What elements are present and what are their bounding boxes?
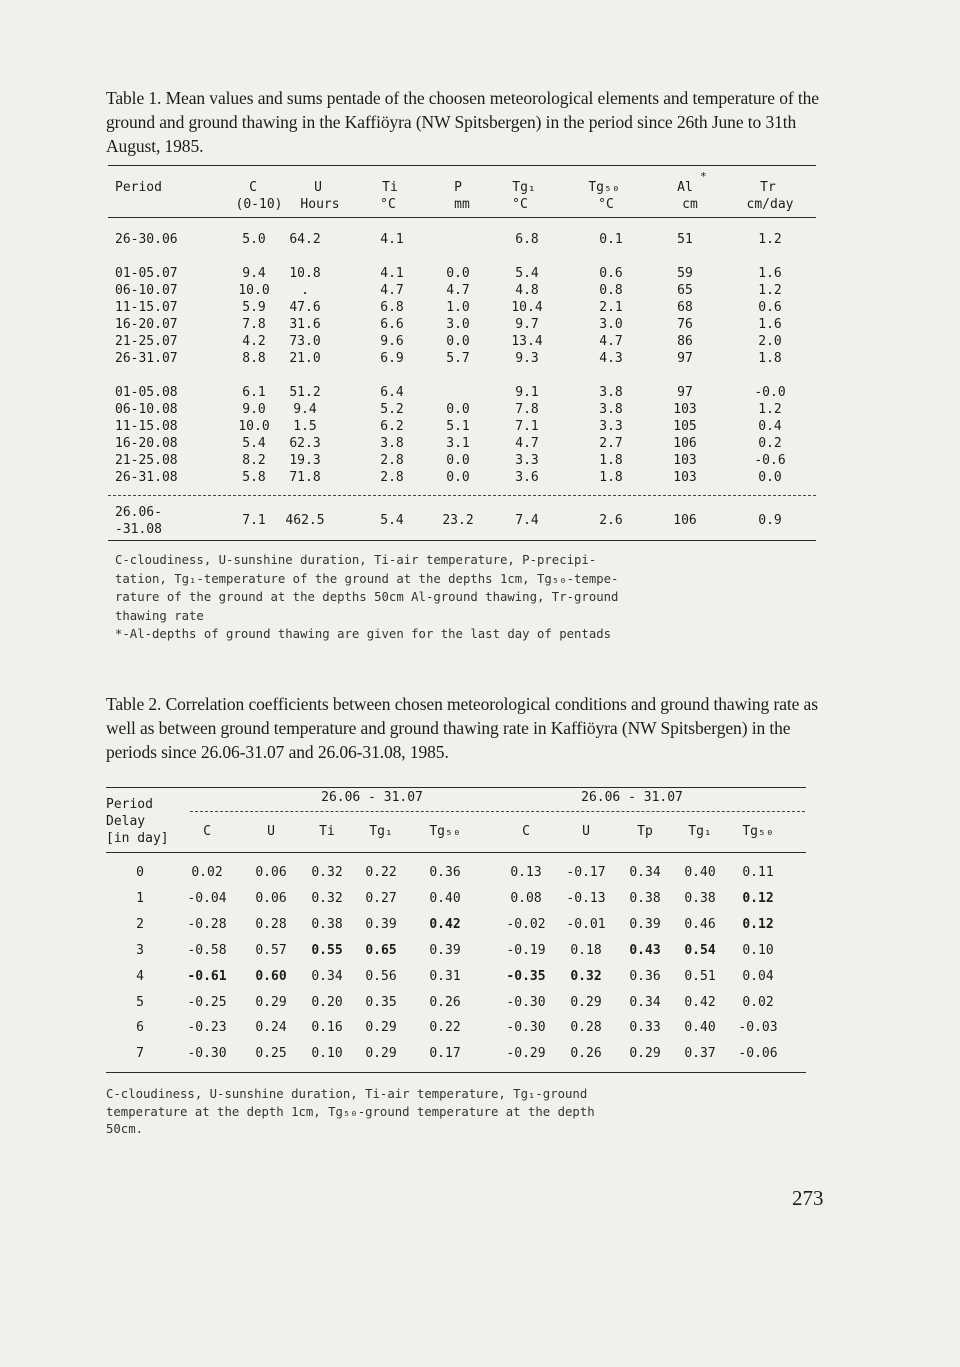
table2-value-cell: 0.43 [629,943,661,958]
table2-value-cell: 0.28 [255,917,287,932]
table2-caption: Table 2. Correlation coefficients between chosen meteorological conditions and ground thawing rate as well as between ground temperature and ground thawing rate in Kaffiöyra (NW Spitsbergen) in the periods since 26.06-31.07 and 26.06-31.08, 1985. [106,694,818,762]
table1-total-period-b: -31.08 [115,522,162,537]
table2-col-header: Tg₅₀ [429,824,461,839]
table2-value-cell: 0.16 [311,1020,343,1035]
table1-value-cell: 4.3 [599,351,623,366]
table1-note-line: *-Al-depths of ground thawing are given for the last day of pentads [115,627,612,641]
table2-value-cell: 0.34 [629,995,661,1010]
table2-value-cell: 0.12 [742,891,774,906]
table2-value-cell: 0.38 [629,891,661,906]
table1-value-cell: 3.0 [446,317,470,332]
table2-value-cell: 0.10 [742,943,774,958]
table2-value-cell: 0.06 [255,865,287,880]
table1-value-cell: 64.2 [289,232,321,247]
table1-value-cell: 2.0 [758,334,782,349]
table2-period-dash [190,811,805,812]
table1-value-cell: 103 [673,470,697,485]
table1-value-cell: 3.3 [599,419,623,434]
table1-value-cell: 5.8 [242,470,266,485]
table2-value-cell: 0.32 [570,969,602,984]
table1-value-cell: 76 [677,317,693,332]
table2-value-cell: 0.51 [684,969,716,984]
table1-u-header: U [314,180,322,195]
table1-value-cell: 10.0 [238,419,270,434]
table2-note-line: C-cloudiness, U-sunshine duration, Ti-air temperature, Tg₁-ground [106,1087,588,1101]
table1-value-cell: 3.1 [446,436,470,451]
table1-value-cell: 21.0 [289,351,321,366]
table1-value-cell: 0.8 [599,283,623,298]
table1-bottom-rule [108,540,816,541]
table1-total-cell: 106 [673,513,697,528]
table2-value-cell: 0.57 [255,943,287,958]
table2-value-cell: -0.17 [566,865,606,880]
table2-delay-cell: 6 [136,1020,144,1035]
table1-c-unit: (0-10) [235,197,283,212]
table2-value-cell: -0.03 [738,1020,778,1035]
table2-value-cell: 0.13 [510,865,542,880]
table2-col-header: U [582,824,590,839]
table2-delay-cell: 5 [136,995,144,1010]
table1-value-cell: 2.7 [599,436,623,451]
table1-value-cell: 10.4 [511,300,543,315]
table1-period-cell: 06-10.07 [115,283,178,298]
table2-value-cell: -0.04 [187,891,227,906]
table1-note-line: rature of the ground at the depths 50cm Al-ground thawing, Tr-ground [115,590,619,604]
table1-period-cell: 26-31.08 [115,470,178,485]
table1-value-cell: 1.2 [758,402,782,417]
table2-value-cell: 0.37 [684,1046,716,1061]
table1-value-cell: 9.7 [515,317,539,332]
table2-value-cell: 0.10 [311,1046,343,1061]
table1-value-cell: 9.6 [380,334,404,349]
table1-value-cell: 86 [677,334,693,349]
table1-value-cell: 19.3 [289,453,321,468]
table1-caption: Table 1. Mean values and sums pentade of the choosen meteorological elements and temperature of the ground and ground thawing in the Kaffiöyra (NW Spitsbergen) in the period since 26th June to 31th August, 1985. [106,88,819,156]
table1-ti-header: Ti [382,180,398,195]
table1-value-cell: 68 [677,300,693,315]
table1-value-cell: 62.3 [289,436,321,451]
table1-value-cell: 7.8 [515,402,539,417]
table2-value-cell: 0.29 [255,995,287,1010]
table1-value-cell: 7.1 [515,419,539,434]
table2-col-header: Ti [319,824,335,839]
table1-period-cell: 21-25.08 [115,453,178,468]
table1-value-cell: 105 [673,419,697,434]
table2-value-cell: -0.30 [506,995,546,1010]
table2-value-cell: -0.29 [506,1046,546,1061]
table1-value-cell: 97 [677,351,693,366]
table1-value-cell: 0.0 [758,470,782,485]
table1-value-cell: 3.8 [380,436,404,451]
table2-delay-cell: 4 [136,969,144,984]
table2-range1-header: 26.06 - 31.07 [321,790,423,805]
table2-value-cell: 0.56 [365,969,397,984]
table2-value-cell: 0.04 [742,969,774,984]
table1-value-cell: 6.6 [380,317,404,332]
table2-value-cell: 0.42 [429,917,461,932]
table2-col-header: Tg₁ [369,824,393,839]
table1-value-cell: 103 [673,402,697,417]
table1-value-cell: -0.6 [754,453,786,468]
table2-value-cell: 0.22 [429,1020,461,1035]
table1-value-cell: 0.6 [599,266,623,281]
table1-value-cell: 0.4 [758,419,782,434]
table2-value-cell: 0.26 [429,995,461,1010]
table2-value-cell: -0.30 [506,1020,546,1035]
table2-value-cell: 0.35 [365,995,397,1010]
table2-value-cell: 0.27 [365,891,397,906]
table2-bottom-rule [106,1072,806,1073]
table1-total-cell: 7.4 [515,513,539,528]
table1-value-cell: 3.8 [599,402,623,417]
table2-value-cell: 0.20 [311,995,343,1010]
table1-al-header: Al [677,180,693,195]
table1-value-cell: 6.4 [380,385,404,400]
table2-value-cell: 0.39 [365,917,397,932]
table2-header-rule [106,852,806,853]
table2-value-cell: 0.65 [365,943,397,958]
table1-value-cell: 103 [673,453,697,468]
table1-total-cell: 23.2 [442,513,474,528]
table2-value-cell: 0.17 [429,1046,461,1061]
table1-value-cell: 0.0 [446,470,470,485]
table1-value-cell: 1.6 [758,317,782,332]
table1-value-cell: 59 [677,266,693,281]
table2-value-cell: 0.32 [311,865,343,880]
table1-period-cell: 01-05.08 [115,385,178,400]
table1-value-cell: 1.8 [758,351,782,366]
table2-value-cell: 0.42 [684,995,716,1010]
table1-p-unit: mm [454,197,470,212]
table2-value-cell: -0.58 [187,943,227,958]
table1-value-cell: 3.6 [515,470,539,485]
table2-value-cell: 0.34 [311,969,343,984]
table1-value-cell: 0.0 [446,266,470,281]
table1-period-cell: 06-10.08 [115,402,178,417]
table1-total-period-a: 26.06- [115,505,162,520]
table2-value-cell: 0.28 [570,1020,602,1035]
table1-value-cell: 1.5 [293,419,317,434]
table1-tg1-unit: °C [512,197,528,212]
table1-total-cell: 462.5 [285,513,325,528]
table1-total-cell: 5.4 [380,513,404,528]
table1-value-cell: 71.8 [289,470,321,485]
table2-value-cell: -0.30 [187,1046,227,1061]
table2-delay-cell: 1 [136,891,144,906]
table2-value-cell: 0.02 [191,865,223,880]
table1-u-unit: Hours [300,197,340,212]
table2-value-cell: 0.29 [570,995,602,1010]
table2-range2-header: 26.06 - 31.07 [581,790,683,805]
table1-value-cell: 10.0 [238,283,270,298]
table1-value-cell: 6.2 [380,419,404,434]
table1-value-cell: 4.8 [515,283,539,298]
table1-value-cell: 10.8 [289,266,321,281]
table1-value-cell: 4.1 [380,232,404,247]
table1-period-cell: 11-15.07 [115,300,178,315]
table1-value-cell: 1.8 [599,470,623,485]
table1-value-cell: 6.8 [380,300,404,315]
table2-value-cell: 0.25 [255,1046,287,1061]
table1-value-cell: 5.1 [446,419,470,434]
table1-value-cell: 5.7 [446,351,470,366]
table1-value-cell: 1.2 [758,232,782,247]
table1-header-rule [108,217,816,218]
table1-period-cell: 16-20.07 [115,317,178,332]
table1-total-cell: 0.9 [758,513,782,528]
table1-value-cell: 3.8 [599,385,623,400]
table2-value-cell: 0.36 [629,969,661,984]
table2-value-cell: 0.40 [684,865,716,880]
table1-tr-header: Tr [760,180,776,195]
table1-value-cell: 9.1 [515,385,539,400]
table2-note-line: 50cm. [106,1122,144,1136]
table1-ti-unit: °C [380,197,396,212]
table1-value-cell: 4.7 [515,436,539,451]
table1-note-line: tation, Tg₁-temperature of the ground at the depths 1cm, Tg₅₀-tempe- [115,571,619,586]
table2-value-cell: 0.31 [429,969,461,984]
table1-value-cell: 4.7 [380,283,404,298]
table1-value-cell: 0.0 [446,334,470,349]
table1-value-cell: 7.8 [242,317,266,332]
table1-value-cell: 0.1 [599,232,623,247]
table2-value-cell: -0.19 [506,943,546,958]
table1-value-cell: 2.8 [380,453,404,468]
table2-value-cell: 0.02 [742,995,774,1010]
table2-value-cell: 0.46 [684,917,716,932]
table2-col-header: Tp [637,824,653,839]
table1-value-cell: 6.9 [380,351,404,366]
table1-value-cell: 4.7 [599,334,623,349]
table1-value-cell: 97 [677,385,693,400]
table2-value-cell: 0.54 [684,943,716,958]
table1-value-cell: 4.7 [446,283,470,298]
table1-value-cell: 4.2 [242,334,266,349]
page-number: 273 [792,1186,824,1210]
table2-value-cell: 0.40 [429,891,461,906]
table1-value-cell: 6.1 [242,385,266,400]
table1-value-cell: 51.2 [289,385,321,400]
table2-value-cell: 0.36 [429,865,461,880]
table1-value-cell: 2.8 [380,470,404,485]
table1-tg50-unit: °C [598,197,614,212]
table2-delay-cell: 7 [136,1046,144,1061]
table1-value-cell: 9.0 [242,402,266,417]
table1-period-cell: 26-31.07 [115,351,178,366]
table2-value-cell: 0.18 [570,943,602,958]
table2-value-cell: -0.23 [187,1020,227,1035]
table1-value-cell: 5.2 [380,402,404,417]
table1-p-header: P [454,180,462,195]
table2-value-cell: 0.12 [742,917,774,932]
table2-value-cell: 0.33 [629,1020,661,1035]
table2-value-cell: 0.38 [684,891,716,906]
table1-value-cell: 1.8 [599,453,623,468]
table2-delay-cell: 3 [136,943,144,958]
table2-value-cell: -0.61 [187,969,227,984]
table1-period-cell: 11-15.08 [115,419,178,434]
table1-value-cell: 9.4 [293,402,317,417]
table1-value-cell: 9.4 [242,266,266,281]
table2-value-cell: 0.34 [629,865,661,880]
table2-delay-header: Delay [106,814,146,829]
table2-col-header: U [267,824,275,839]
table1-value-cell: 1.6 [758,266,782,281]
table2-delay-unit: [in day] [106,831,169,846]
table1-value-cell: 3.0 [599,317,623,332]
table1-period-cell: 21-25.07 [115,334,178,349]
table1-total-rule [108,495,816,496]
table2-note-line: temperature at the depth 1cm, Tg₅₀-ground temperature at the depth [106,1104,595,1119]
table1-value-cell: 0.0 [446,402,470,417]
table1-period-cell: 26-30.06 [115,232,178,247]
table1-value-cell: 8.2 [242,453,266,468]
table1-al-asterisk: * [700,170,707,183]
table2-value-cell: 0.39 [429,943,461,958]
table2-value-cell: 0.08 [510,891,542,906]
table2-period-header: Period [106,797,153,812]
table2-value-cell: 0.32 [311,891,343,906]
table1-value-cell: 31.6 [289,317,321,332]
table2-value-cell: 0.26 [570,1046,602,1061]
table2-value-cell: 0.40 [684,1020,716,1035]
table2-value-cell: -0.35 [506,969,546,984]
table2-top-rule [106,787,806,788]
table1-value-cell: 0.6 [758,300,782,315]
table1-value-cell: 4.1 [380,266,404,281]
table2-col-header: Tg₅₀ [742,824,774,839]
table2-value-cell: -0.02 [506,917,546,932]
table1-top-rule [108,165,816,166]
table1-total-cell: 2.6 [599,513,623,528]
table1-value-cell: -0.0 [754,385,786,400]
table2-value-cell: 0.55 [311,943,343,958]
table1-tr-unit: cm/day [746,197,794,212]
table2-value-cell: 0.60 [255,969,287,984]
table1-value-cell: 51 [677,232,693,247]
table2-value-cell: 0.39 [629,917,661,932]
table2-col-header: C [203,824,211,839]
table1-period-header: Period [115,180,162,195]
table1-value-cell: 9.3 [515,351,539,366]
table1-value-cell: . [301,283,309,298]
table1-value-cell: 73.0 [289,334,321,349]
table2-value-cell: 0.29 [365,1020,397,1035]
table1-value-cell: 0.2 [758,436,782,451]
table2-value-cell: -0.13 [566,891,606,906]
table1-value-cell: 13.4 [511,334,543,349]
table2-col-header: C [522,824,530,839]
table1-value-cell: 6.8 [515,232,539,247]
table1-tg50-header: Tg₅₀ [588,180,620,195]
table1-total-cell: 7.1 [242,513,266,528]
table2-value-cell: -0.06 [738,1046,778,1061]
table1-value-cell: 1.2 [758,283,782,298]
table1-value-cell: 8.8 [242,351,266,366]
table2-col-header: Tg₁ [688,824,712,839]
table1-c-header: C [249,180,257,195]
table2-value-cell: -0.01 [566,917,606,932]
table2-value-cell: 0.11 [742,865,774,880]
table2-value-cell: 0.06 [255,891,287,906]
table2-value-cell: 0.29 [629,1046,661,1061]
table1-value-cell: 2.1 [599,300,623,315]
table2-value-cell: -0.28 [187,917,227,932]
table1-note-line: thawing rate [115,608,204,623]
table2-value-cell: 0.24 [255,1020,287,1035]
table2-delay-cell: 2 [136,917,144,932]
table1-period-cell: 01-05.07 [115,266,178,281]
table1-value-cell: 5.4 [515,266,539,281]
table1-tg1-header: Tg₁ [512,180,536,195]
table1-value-cell: 0.0 [446,453,470,468]
table1-value-cell: 3.3 [515,453,539,468]
table2-value-cell: 0.38 [311,917,343,932]
table1-value-cell: 106 [673,436,697,451]
table2-value-cell: -0.25 [187,995,227,1010]
table1-value-cell: 65 [677,283,693,298]
table2-delay-cell: 0 [136,865,144,880]
table1-value-cell: 47.6 [289,300,321,315]
table2-value-cell: 0.29 [365,1046,397,1061]
table1-note-line: C-cloudiness, U-sunshine duration, Ti-air temperature, P-precipi- [115,553,597,567]
table1-value-cell: 1.0 [446,300,470,315]
table1-value-cell: 5.4 [242,436,266,451]
table1-value-cell: 5.9 [242,300,266,315]
table2-value-cell: 0.22 [365,865,397,880]
table1-period-cell: 16-20.08 [115,436,178,451]
table1-al-unit: cm [682,197,698,212]
table1-value-cell: 5.0 [242,232,266,247]
